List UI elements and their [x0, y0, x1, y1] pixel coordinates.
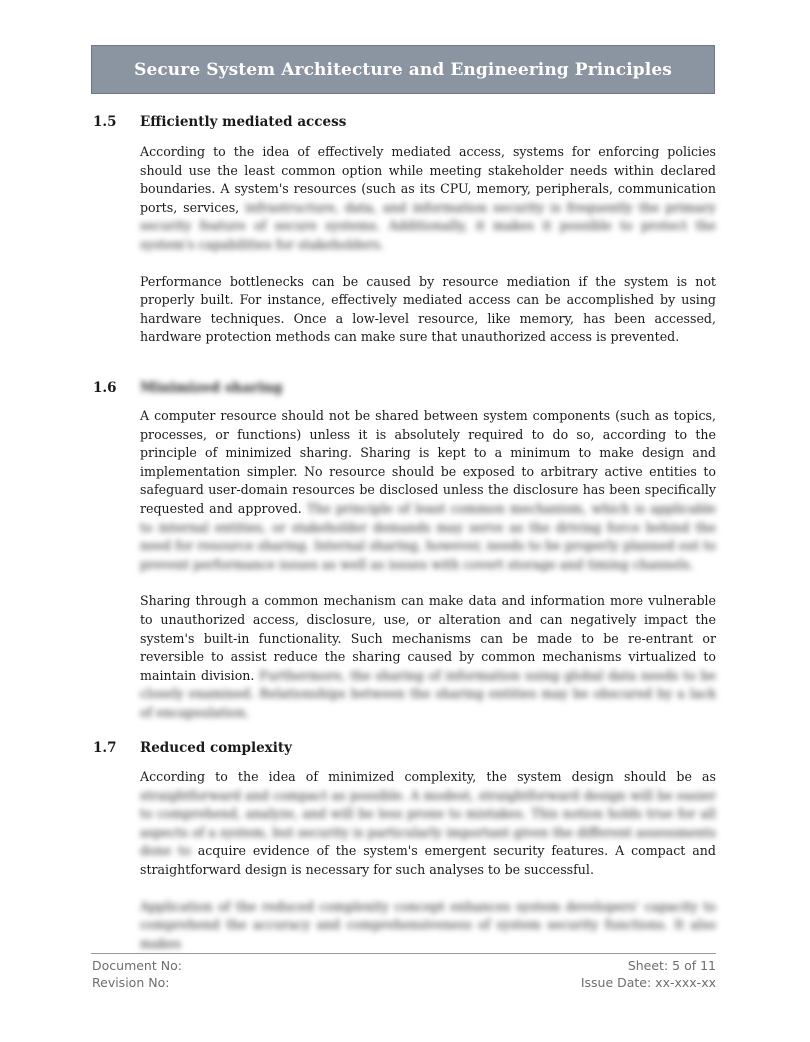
- blurred-text: straightforward and compact as possible. A modest, straightforward design will be easier to comprehend, analyze, and will be less prone to mistakes. This notion holds true for all aspects of a system, but security is particularly important given the different assessments done to: [140, 787, 716, 859]
- section-number: 1.7: [93, 740, 117, 756]
- section-number: 1.5: [93, 114, 117, 130]
- document-title: Secure System Architecture and Engineering Principles: [134, 59, 672, 80]
- section-title: Minimized sharing: [140, 380, 283, 396]
- section-heading: [91, 740, 716, 762]
- paragraph-text: A computer resource should not be shared between system components (such as topics, processes, or functions) unless it is absolutely required to do so, according to the principle of minimized sharing. Sharing is kept to a minimum to make design and implementation simpler. No resource should be exposed to arbitrary active entities to safeguard user-domain resources be disclosed unless the disclosure has been specifically requested and approved.: [140, 408, 716, 516]
- paragraph-text: acquire evidence of the system's emergent security features. A compact and straightforward design is necessary for such analyses to be successful.: [140, 843, 716, 877]
- blurred-text: infrastructure, data, and information security is frequently the primary security feature of secure systems. Additionally, it makes it possible to protect the system's capabilities for stakeholders.: [140, 199, 716, 252]
- paragraph: [140, 768, 716, 880]
- paragraph: [140, 407, 716, 574]
- footer-divider: [91, 953, 716, 954]
- section-number: 1.6: [93, 380, 117, 396]
- section-title: Efficiently mediated access: [140, 114, 347, 130]
- paragraph-text: According to the idea of effectively mediated access, systems for enforcing policies should use the least common option while meeting stakeholder needs within declared boundaries. A system's resources (such as its CPU, memory, peripherals, communication ports, services,: [140, 144, 716, 215]
- paragraph: [140, 273, 716, 347]
- section-1-5: [91, 114, 716, 347]
- paragraph: [140, 898, 716, 951]
- section-title: Reduced complexity: [140, 740, 292, 756]
- blurred-text: The principle of least common mechanism, which is applicable to internal entities, or stakeholder demands may serve as the driving force behind the need for resource sharing. Internal sharing, however, needs to be properly planned out to prevent performance issues as well as issues with covert storage and timing channels.: [140, 500, 717, 572]
- revision-number-label: Revision No:: [92, 975, 170, 990]
- document-header-bar: [91, 45, 715, 94]
- document-number-label: Document No:: [92, 958, 182, 973]
- paragraph: [140, 143, 716, 255]
- section-1-7: [91, 740, 716, 951]
- footer-row-2: [92, 975, 716, 990]
- blurred-text: Application of the reduced complexity concept enhances system developers' capacity to comprehend the accuracy and comprehensiveness of system security functions. It also makes: [140, 898, 716, 951]
- paragraph-text: Sharing through a common mechanism can make data and information more vulnerable to unauthorized access, disclosure, use, or alteration and can negatively impact the system's built-in functionality. Such mechanisms can be made to be re-entrant or reversible to assist reduce the sharing caused by common mechanisms virtualized to maintain division.: [140, 593, 716, 683]
- footer-row-1: [92, 958, 716, 973]
- issue-date: Issue Date: xx-xxx-xx: [580, 975, 716, 990]
- paragraph-text: According to the idea of minimized complexity, the system design should be as: [140, 769, 716, 784]
- section-heading: [91, 114, 716, 136]
- sheet-number: Sheet: 5 of 11: [627, 958, 716, 973]
- section-1-6: [91, 380, 716, 723]
- paragraph-text: Performance bottlenecks can be caused by resource mediation if the system is not properly built. For instance, effectively mediated access can be accomplished by using hardware techniques. Once a low-level resource, like memory, has been accessed, hardware protection methods can make sure that unauthorized access is prevented.: [140, 273, 716, 345]
- section-heading: [91, 380, 716, 402]
- paragraph: [140, 592, 716, 722]
- blurred-text: Furthermore, the sharing of information using global data needs to be closely examined. Relationships between the sharing entities may be obscured by a lack of encapsulation.: [140, 667, 716, 720]
